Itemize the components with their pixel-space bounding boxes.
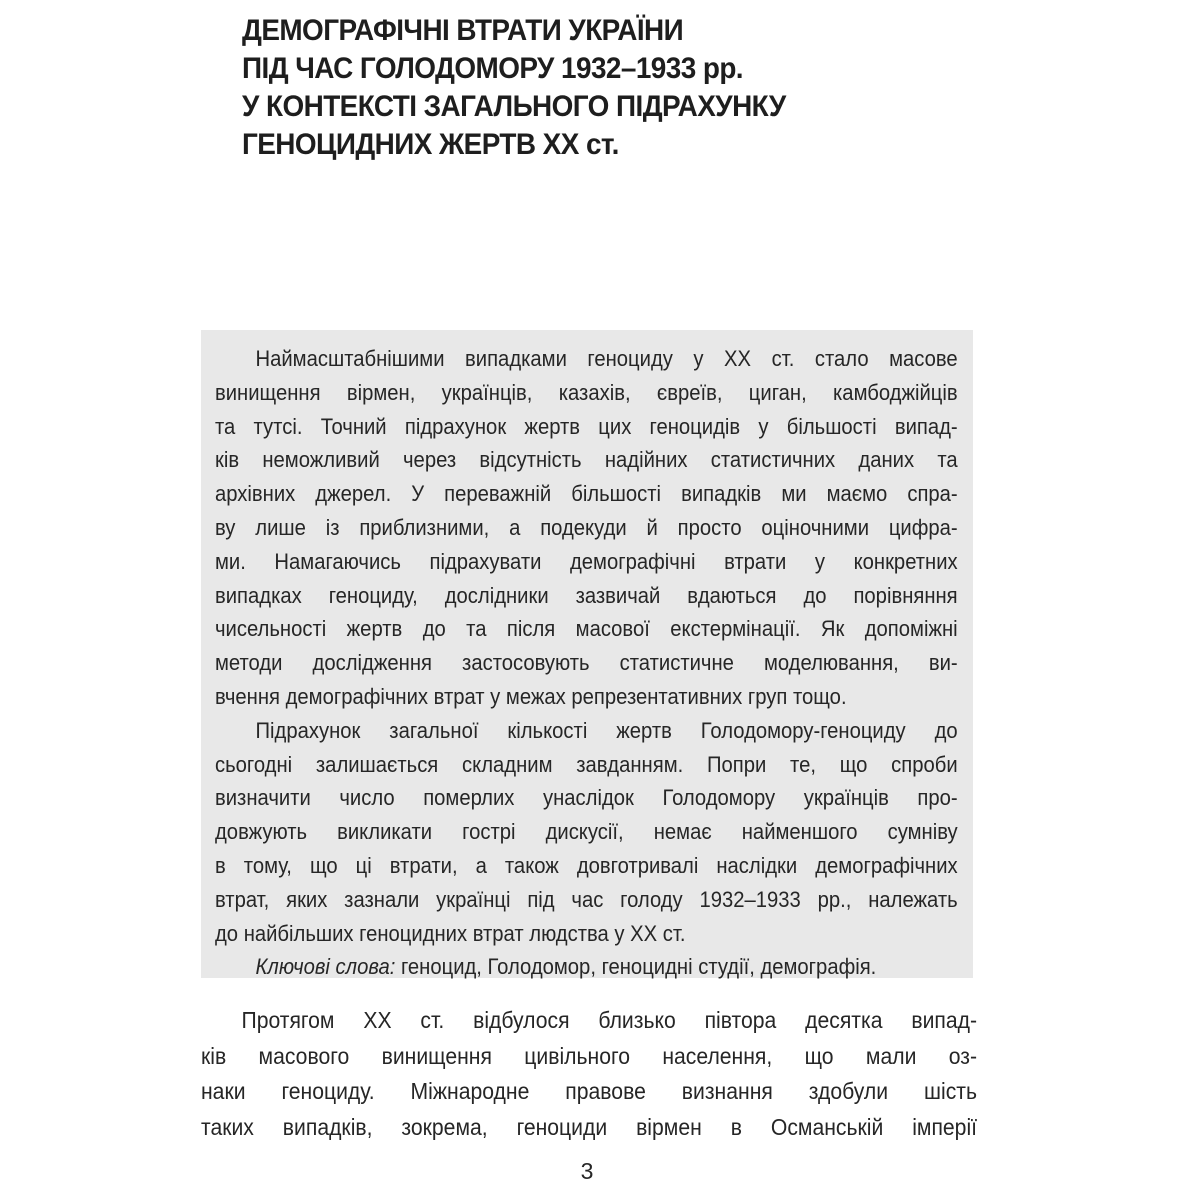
abstract-line: Підрахунок загальної кількості жертв Голодомору-геноциду до bbox=[255, 717, 958, 743]
keywords-text: геноцид, Голодомор, геноцидні студії, демографія. bbox=[395, 954, 877, 980]
body-line: таких випадків, зокрема, геноциди вірмен в Османській імперії bbox=[201, 1113, 978, 1140]
abstract-line: в тому, що ці втрати, а також довготривалі наслідки демографічних bbox=[215, 852, 958, 878]
abstract-line: та тутсі. Точний підрахунок жертв цих геноцидів у більшості випад- bbox=[215, 413, 958, 439]
abstract-line: випадках геноциду, дослідники зазвичай вдаються до порівняння bbox=[215, 582, 958, 608]
abstract-line: методи дослідження застосовують статистичне моделювання, ви- bbox=[215, 650, 958, 676]
title-line: У КОНТЕКСТІ ЗАГАЛЬНОГО ПІДРАХУНКУ bbox=[242, 90, 786, 123]
abstract-line: ків неможливий через відсутність надійних статистичних даних та bbox=[215, 447, 958, 473]
keywords-line bbox=[215, 950, 958, 984]
abstract-line: сьогодні залишається складним завданням. Попри те, що спроби bbox=[215, 751, 958, 777]
keywords-label: Ключові слова: bbox=[255, 954, 396, 980]
abstract-box bbox=[201, 330, 973, 978]
title-line: ГЕНОЦИДНИХ ЖЕРТВ ХХ ст. bbox=[242, 128, 619, 161]
title-line: ПІД ЧАС ГОЛОДОМОРУ 1932–1933 рр. bbox=[242, 52, 744, 85]
abstract-line: до найбільших геноцидних втрат людства у ХХ ст. bbox=[215, 920, 686, 946]
abstract-line: архівних джерел. У переважній більшості випадків ми маємо спра- bbox=[215, 481, 958, 507]
abstract-line: ву лише із приблизними, а подекуди й просто оціночними цифра- bbox=[215, 514, 958, 540]
body-line: Протягом ХХ ст. відбулося близько півтора десятка випад- bbox=[241, 1007, 978, 1033]
abstract-line: визначити число померлих унаслідок Голодомору українців про- bbox=[215, 785, 958, 811]
article-title bbox=[242, 12, 942, 164]
abstract-line: втрат, яких зазнали українці під час голоду 1932–1933 рр., належать bbox=[215, 886, 958, 912]
abstract-line: винищення вірмен, українців, казахів, євреїв, циган, камбоджійців bbox=[215, 379, 958, 405]
abstract-line: довжують викликати гострі дискусії, немає найменшого сумніву bbox=[215, 819, 958, 845]
body-paragraph bbox=[201, 1003, 977, 1145]
abstract-line: Наймасштабнішими випадками геноциду у ХХ ст. стало масове bbox=[255, 346, 958, 371]
title-line: ДЕМОГРАФІЧНІ ВТРАТИ УКРАЇНИ bbox=[242, 14, 684, 47]
body-line: наки геноциду. Міжнародне правове визнання здобули шість bbox=[201, 1078, 978, 1104]
abstract-line: чисельності жертв до та після масової екстермінації. Як допоміжні bbox=[215, 616, 958, 642]
abstract-line: ми. Намагаючись підрахувати демографічні втрати у конкретних bbox=[215, 548, 958, 574]
page-number: 3 bbox=[580, 1158, 594, 1184]
abstract-line: вчення демографічних втрат у межах репрезентативних груп тощо. bbox=[215, 683, 847, 709]
body-line: ків масового винищення цивільного населення, що мали оз- bbox=[201, 1042, 978, 1069]
